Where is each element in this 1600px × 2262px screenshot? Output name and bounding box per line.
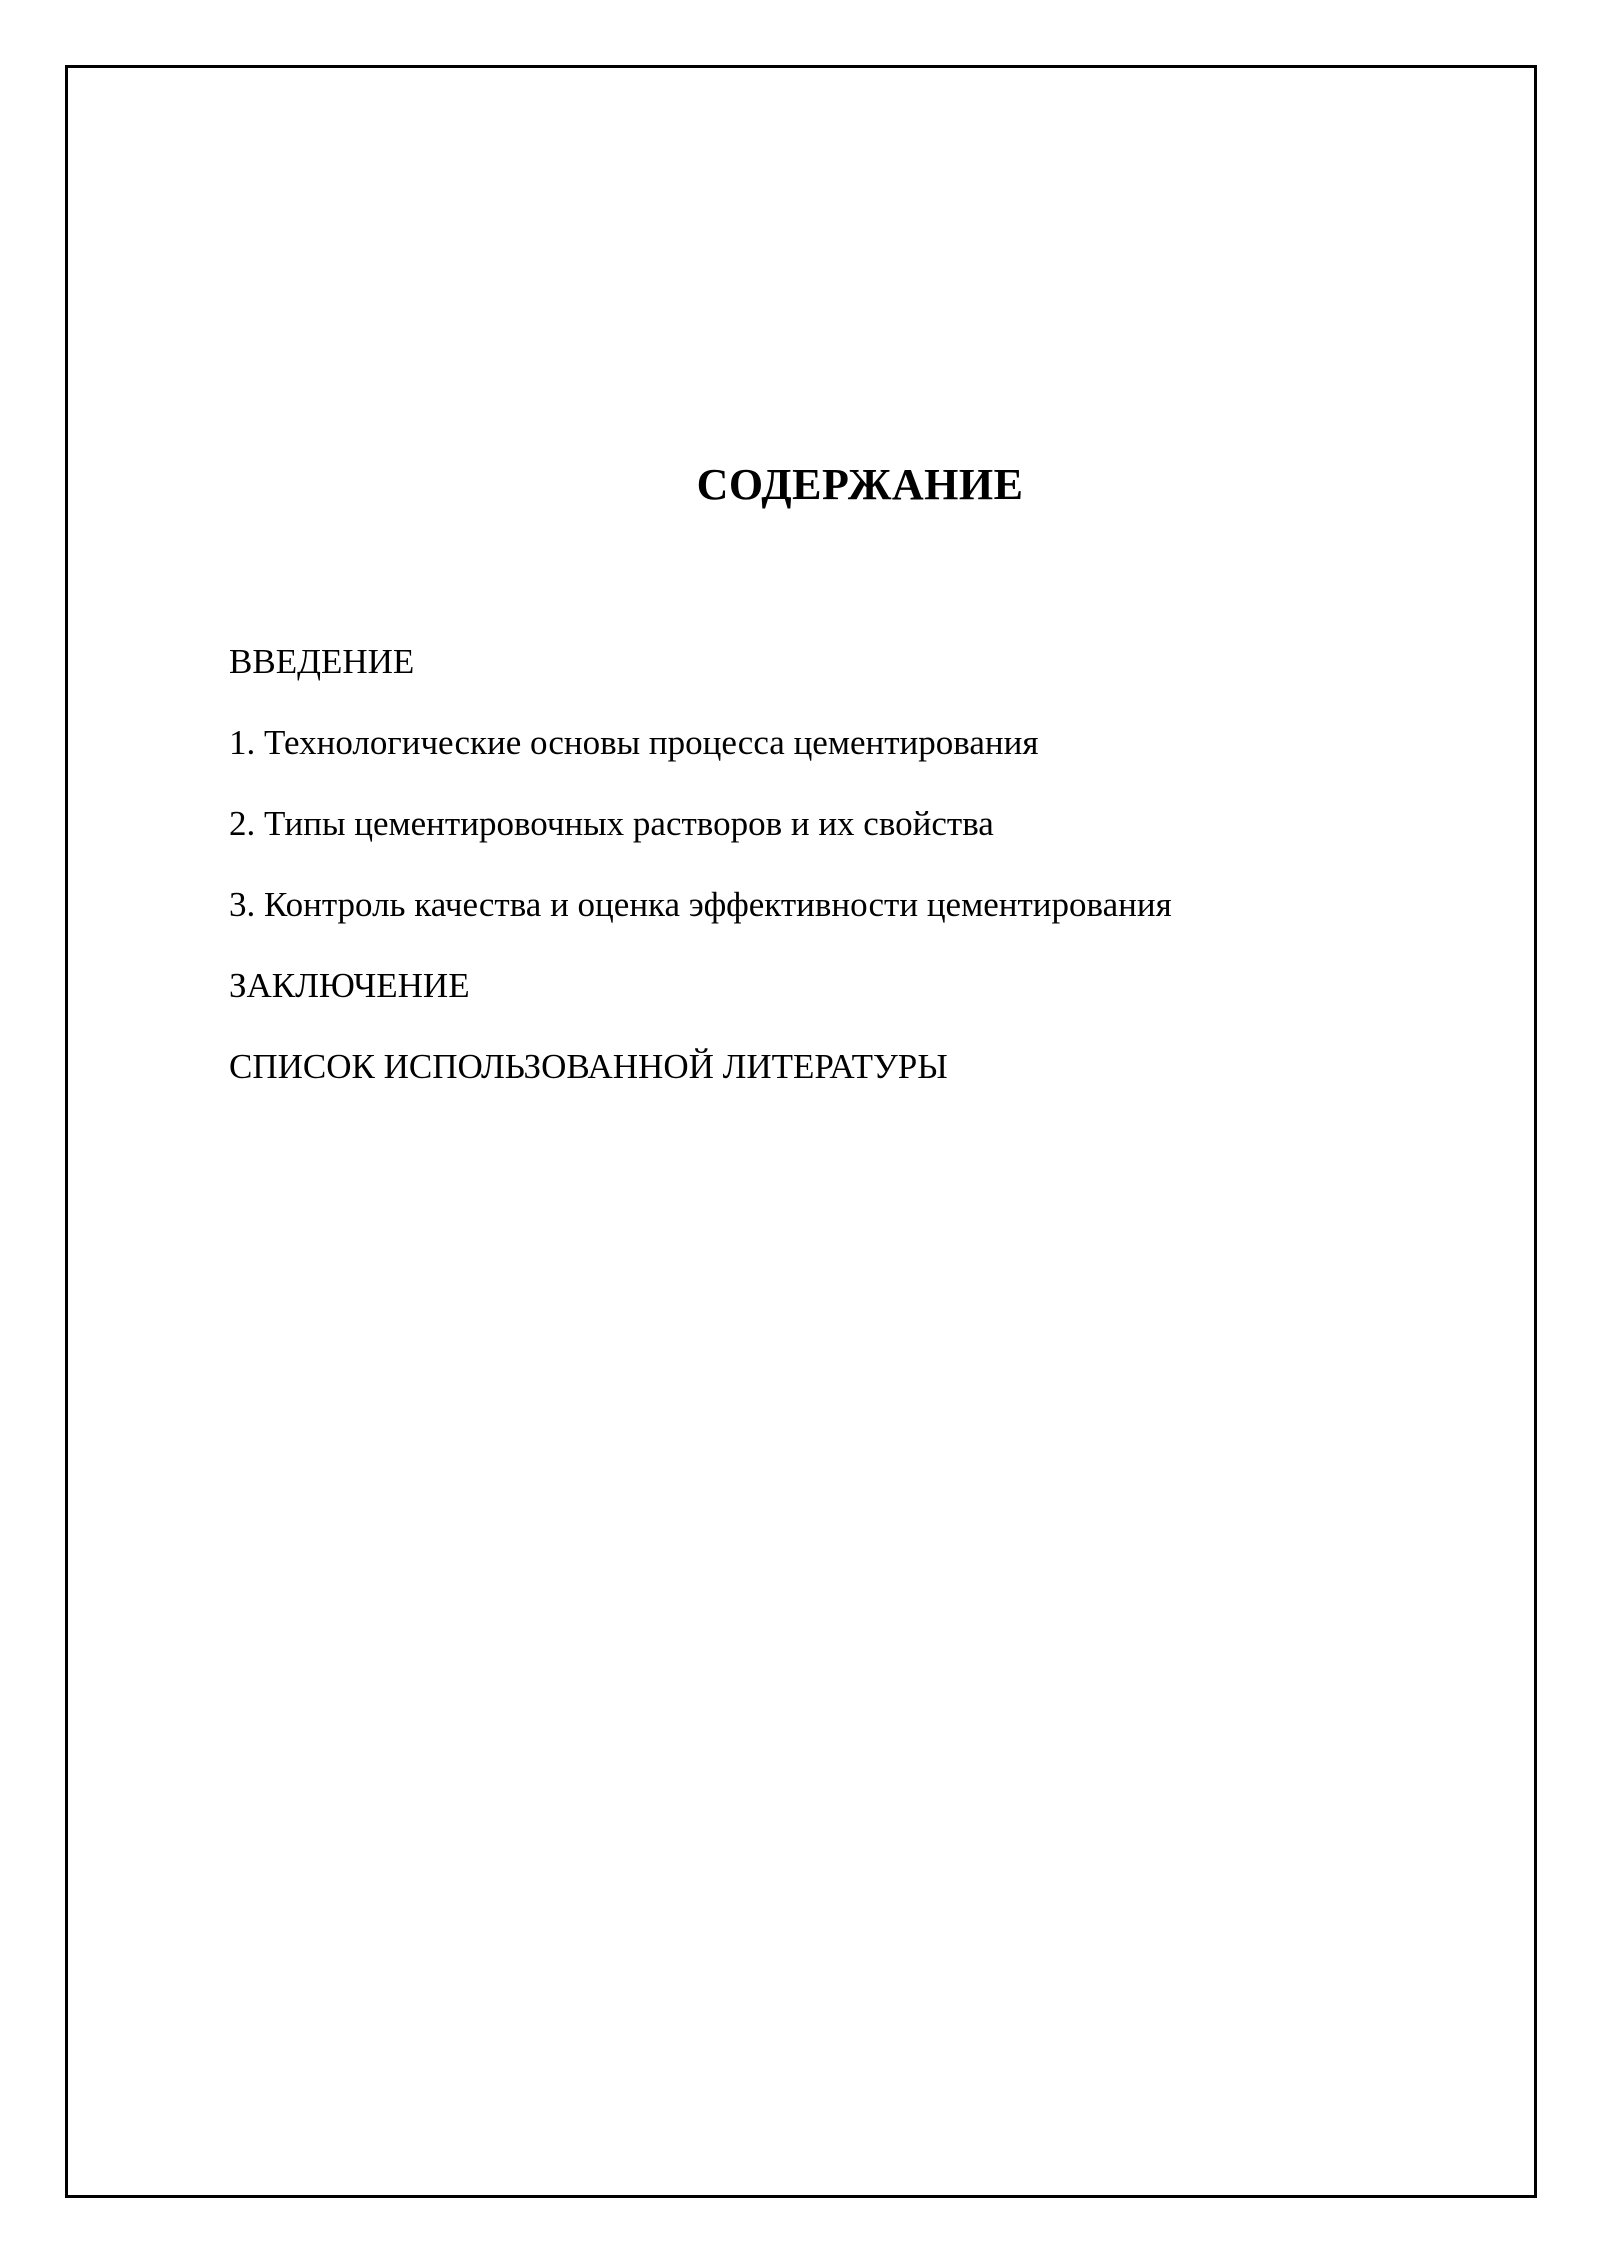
toc-item-chapter-2: 2. Типы цементировочных растворов и их свойства [229,804,994,843]
toc-item-chapter-3: 3. Контроль качества и оценка эффективности цементирования [229,885,1172,924]
toc-item-conclusion: ЗАКЛЮЧЕНИЕ [229,966,470,1005]
toc-item-chapter-1: 1. Технологические основы процесса цементирования [229,723,1039,762]
toc-item-references: СПИСОК ИСПОЛЬЗОВАННОЙ ЛИТЕРАТУРЫ [229,1047,948,1086]
table-of-contents [229,640,1172,1126]
page-border-frame [65,65,1537,2198]
toc-item-introduction: ВВЕДЕНИЕ [229,642,415,681]
page-title: СОДЕРЖАНИЕ [696,460,1024,509]
